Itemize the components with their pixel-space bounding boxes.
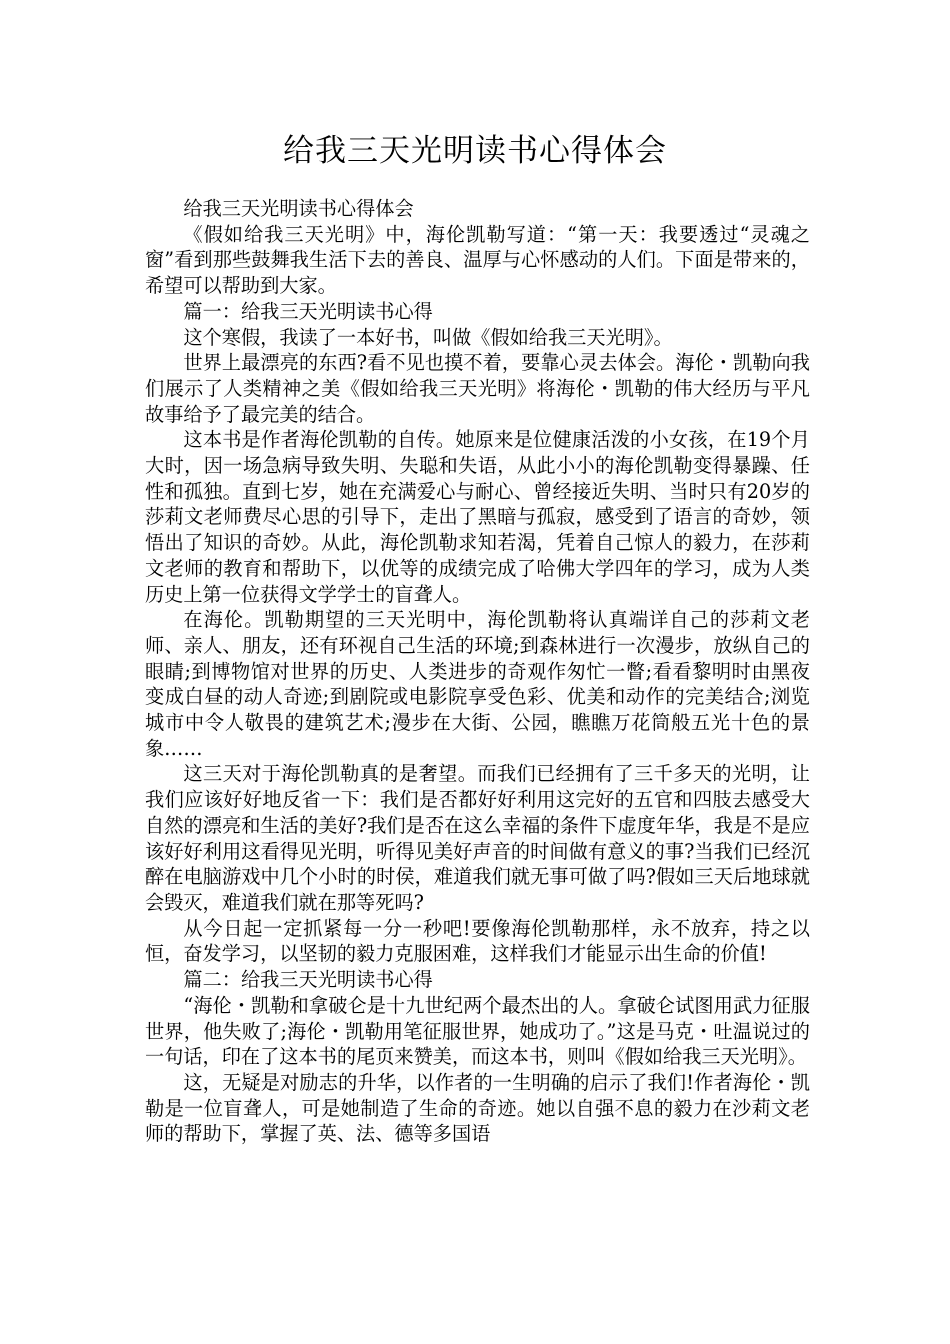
section-heading-2: 篇二：给我三天光明读书心得 <box>183 968 433 992</box>
paragraph: 这本书是作者海伦凯勒的自传。她原来是位健康活泼的小女孩，在19个月大时，因一场急病导致失明、失聪和失语，从此小小的海伦凯勒变得暴躁、任性和孤独。直到七岁，她在充满爱心与耐心、曾经接近失明、当时只有20岁的莎莉文老师费尽心思的引导下，走出了黑暗与孤寂，感受到了语言的奇妙，领悟出了知识的奇妙。从此，海伦凯勒求知若渴，凭着自己惊人的毅力，在莎莉文老师的教育和帮助下，以优等的成绩完成了哈佛大学四年的学习，成为人类历史上第一位获得文学学士的盲聋人。 <box>145 428 810 606</box>
paragraph: “海伦・凯勒和拿破仑是十九世纪两个最杰出的人。拿破仑试图用武力征服世界，他失败了;海伦・凯勒用笔征服世界，她成功了。”这是马克・吐温说过的一句话，印在了这本书的尾页来赞美，而这本书，则叫《假如给我三天光明》。 <box>145 993 810 1069</box>
paragraph: 世界上最漂亮的东西?看不见也摸不着，要靠心灵去体会。海伦・凯勒向我们展示了人类精神之美《假如给我三天光明》将海伦・凯勒的伟大经历与平凡故事给予了最完美的结合。 <box>145 351 810 426</box>
paragraph: 这，无疑是对励志的升华，以作者的一生明确的启示了我们!作者海伦・凯勒是一位盲聋人，可是她制造了生命的奇迹。她以自强不息的毅力在沙莉文老师的帮助下，掌握了英、法、德等多国语 <box>145 1070 810 1146</box>
paragraph: 在海伦。凯勒期望的三天光明中，海伦凯勒将认真端详自己的莎莉文老师、亲人、朋友，还有环视自己生活的环境;到森林进行一次漫步，放纵自己的眼睛;到博物馆对世界的历史、人类进步的奇观作匆忙一瞥;看看黎明时由黑夜变成白昼的动人奇迹;到剧院或电影院享受色彩、优美和动作的完美结合;浏览城市中令人敬畏的建筑艺术;漫步在大街、公园，瞧瞧万花筒般五光十色的景象…… <box>145 608 810 760</box>
paragraph-subtitle: 给我三天光明读书心得体会 <box>183 197 414 220</box>
paragraph-intro: 《假如给我三天光明》中，海伦凯勒写道：“第一天：我要透过“灵魂之窗”看到那些鼓舞我生活下去的善良、温厚与心怀感动的人们。下面是带来的，希望可以帮助到大家。 <box>145 222 810 298</box>
document-body <box>145 196 810 1147</box>
section-heading-1: 篇一：给我三天光明读书心得 <box>183 299 433 323</box>
document-title: 给我三天光明读书心得体会 <box>283 133 667 169</box>
paragraph: 这三天对于海伦凯勒真的是奢望。而我们已经拥有了三千多天的光明，让我们应该好好地反省一下：我们是否都好好利用这完好的五官和四肢去感受大自然的漂亮和生活的美好?我们是否在这么幸福的条件下虚度年华，我是不是应该好好利用这看得见光明，听得见美好声音的时间做有意义的事?当我们已经沉醉在电脑游戏中几个小时的时侯，难道我们就无事可做了吗?假如三天后地球就会毁灭，难道我们就在那等死吗? <box>145 762 810 914</box>
paragraph: 从今日起一定抓紧每一分一秒吧!要像海伦凯勒那样，永不放弃，持之以恒，奋发学习，以坚韧的毅力克服困难，这样我们才能显示出生命的价值! <box>145 916 810 966</box>
paragraph: 这个寒假，我读了一本好书，叫做《假如给我三天光明》。 <box>183 325 673 349</box>
